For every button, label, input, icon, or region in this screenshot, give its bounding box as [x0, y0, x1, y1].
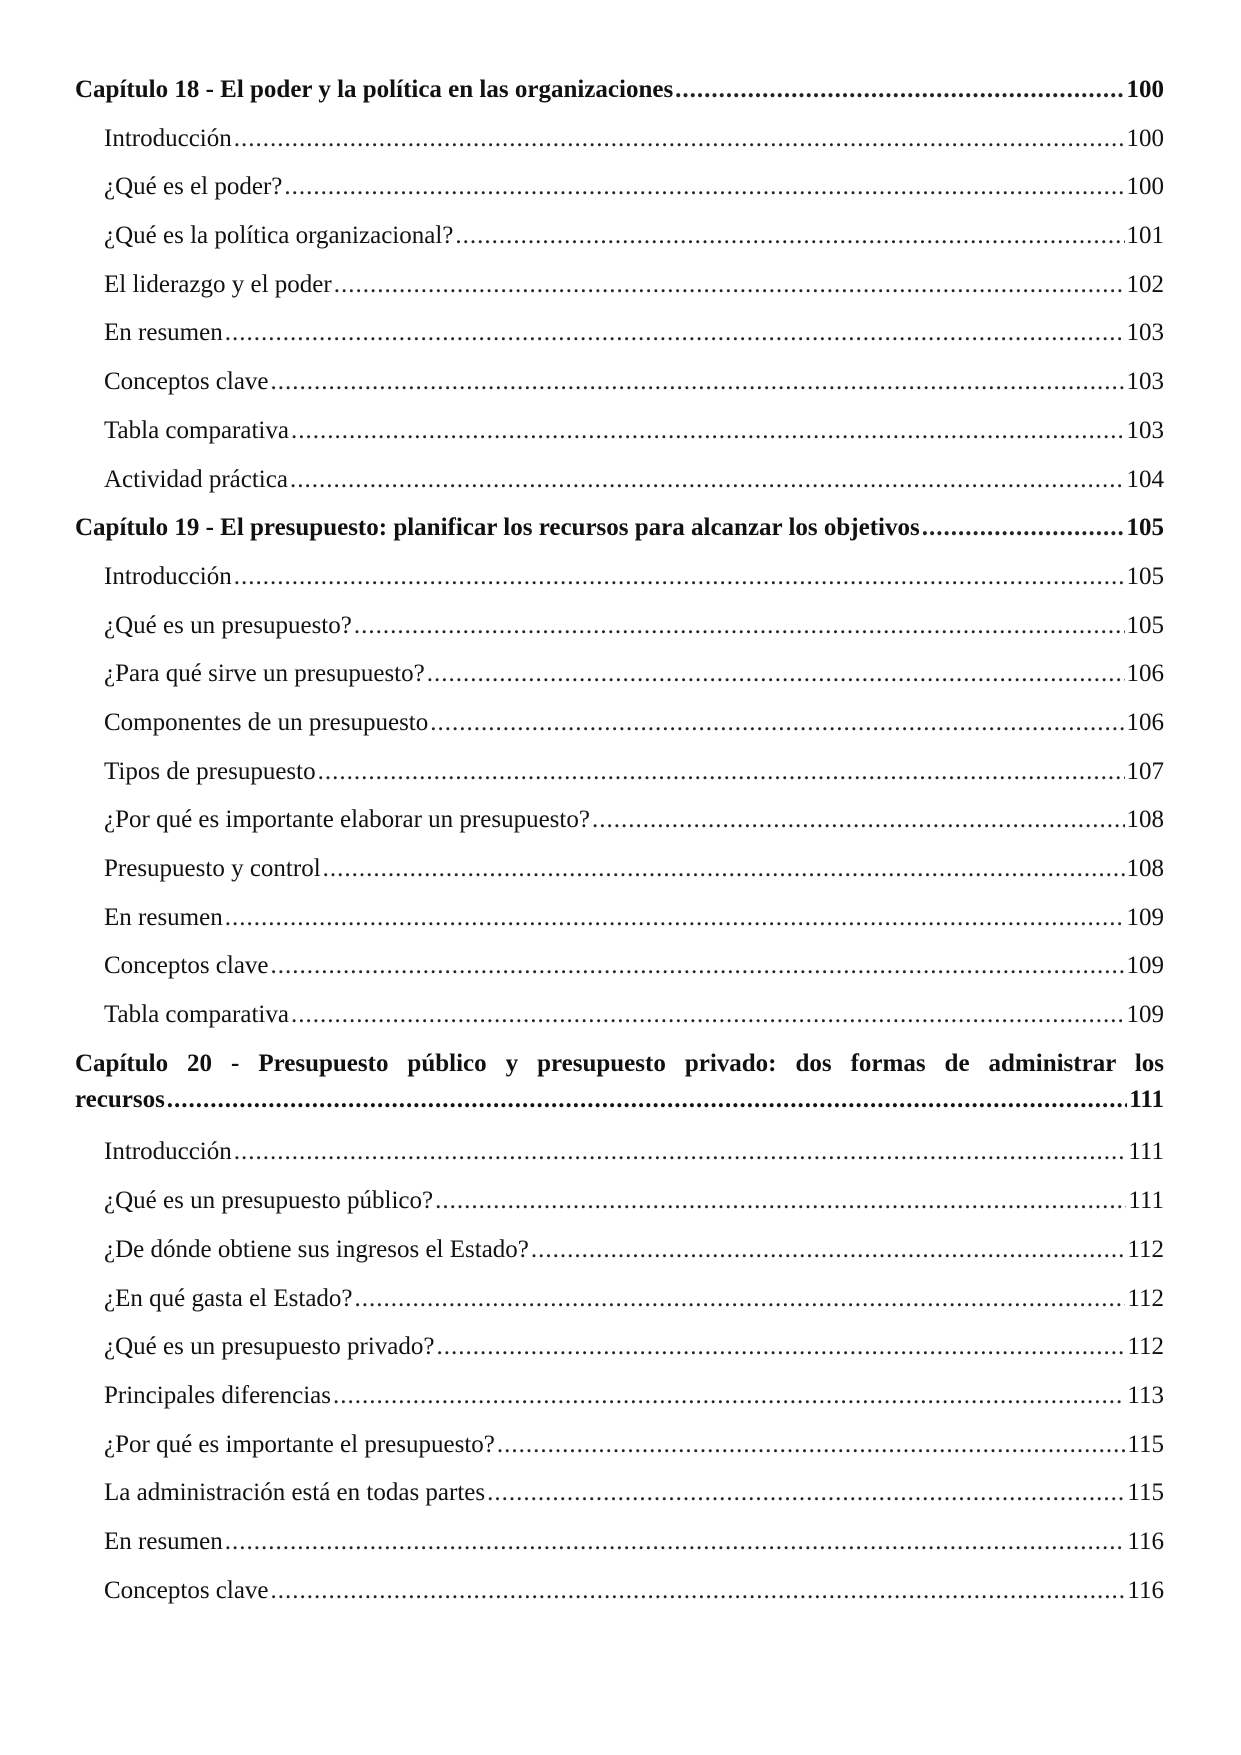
page-number: 103 [1126, 368, 1164, 396]
toc-chapter-18[interactable] [75, 66, 1164, 115]
section-title: ¿Para qué sirve un presupuesto? [104, 660, 425, 688]
page-number: 113 [1127, 1381, 1164, 1409]
dot-leader [271, 942, 1125, 991]
section-title: ¿Qué es un presupuesto privado? [104, 1333, 435, 1361]
dot-leader [354, 602, 1125, 651]
page-number: 105 [1126, 611, 1164, 639]
page-number: 103 [1126, 416, 1164, 444]
page-number: 111 [1128, 1138, 1164, 1166]
toc-chapter-20[interactable] [75, 1040, 1164, 1129]
dot-leader [271, 1567, 1126, 1616]
dot-leader [922, 504, 1125, 553]
page-number: 109 [1126, 952, 1164, 980]
page-number: 112 [1127, 1284, 1164, 1312]
dot-leader [333, 1372, 1125, 1421]
toc-section[interactable] [75, 1323, 1164, 1372]
toc-section[interactable] [75, 1226, 1164, 1275]
toc-section[interactable] [75, 650, 1164, 699]
page-number: 107 [1126, 757, 1164, 785]
toc-section[interactable] [75, 1469, 1164, 1518]
page-number: 100 [1126, 173, 1164, 201]
toc-section[interactable] [75, 553, 1164, 602]
toc-section[interactable] [75, 115, 1164, 164]
toc-section[interactable] [75, 1567, 1164, 1616]
page-number: 104 [1126, 465, 1164, 493]
chapter-title: Capítulo 19 - El presupuesto: planificar los recursos para alcanzar los objetivos [75, 514, 920, 542]
section-title: Principales diferencias [104, 1381, 331, 1409]
section-title: ¿Qué es un presupuesto público? [104, 1187, 434, 1215]
dot-leader [225, 309, 1125, 358]
page-number: 115 [1127, 1430, 1164, 1458]
dot-leader [487, 1469, 1125, 1518]
page-number: 116 [1127, 1576, 1164, 1604]
dot-leader [291, 407, 1125, 456]
dot-leader [323, 845, 1125, 894]
toc-section[interactable] [75, 699, 1164, 748]
page-number: 105 [1126, 562, 1164, 590]
page-number: 116 [1127, 1527, 1164, 1555]
section-title: Introducción [104, 124, 232, 152]
toc-section[interactable] [75, 456, 1164, 505]
section-title: ¿De dónde obtiene sus ingresos el Estado? [104, 1235, 529, 1263]
chapter-title-end: recursos [75, 1085, 165, 1113]
section-title: El liderazgo y el poder [104, 270, 332, 298]
toc-section[interactable] [75, 163, 1164, 212]
dot-leader [675, 66, 1124, 115]
page-number: 103 [1126, 319, 1164, 347]
section-title: La administración está en todas partes [104, 1479, 486, 1507]
toc-section[interactable] [75, 212, 1164, 261]
section-title: Componentes de un presupuesto [104, 708, 429, 736]
toc-section[interactable] [75, 261, 1164, 310]
page-number: 106 [1126, 708, 1164, 736]
section-title: Tipos de presupuesto [104, 757, 316, 785]
dot-leader [592, 796, 1125, 845]
table-of-contents [75, 66, 1164, 1615]
toc-section[interactable] [75, 845, 1164, 894]
chapter-title-continuation [75, 1080, 1164, 1129]
toc-section[interactable] [75, 942, 1164, 991]
toc-section[interactable] [75, 991, 1164, 1040]
section-title: Conceptos clave [104, 952, 269, 980]
page-number: 111 [1129, 1085, 1164, 1113]
dot-leader [284, 163, 1124, 212]
toc-section[interactable] [75, 407, 1164, 456]
dot-leader [455, 212, 1124, 261]
toc-section[interactable] [75, 1372, 1164, 1421]
section-title: Actividad práctica [104, 465, 288, 493]
dot-leader [436, 1323, 1125, 1372]
dot-leader [334, 261, 1125, 310]
section-title: Presupuesto y control [104, 855, 321, 882]
page-number: 109 [1126, 903, 1164, 931]
page-number: 108 [1126, 855, 1164, 882]
dot-leader [225, 894, 1125, 943]
dot-leader [271, 358, 1125, 407]
section-title: Introducción [104, 1138, 232, 1166]
section-title: ¿Por qué es importante elaborar un presupuesto? [104, 806, 590, 834]
section-title: En resumen [104, 1527, 223, 1555]
page-number: 115 [1127, 1479, 1164, 1507]
page-number: 100 [1126, 76, 1164, 103]
chapter-title: Capítulo 20 - Presupuesto público y presupuesto privado: dos formas de administrar los [75, 1049, 1164, 1077]
section-title: ¿Qué es la política organizacional? [104, 222, 454, 250]
dot-leader [497, 1421, 1126, 1470]
section-title: Introducción [104, 562, 232, 590]
dot-leader [225, 1518, 1126, 1567]
section-title: Tabla comparativa [104, 416, 289, 444]
page-number: 109 [1126, 1001, 1164, 1029]
dot-leader [291, 991, 1125, 1040]
page-number: 112 [1127, 1333, 1164, 1361]
chapter-title: Capítulo 18 - El poder y la política en las organizaciones [75, 76, 674, 103]
toc-section[interactable] [75, 894, 1164, 943]
dot-leader [318, 748, 1125, 797]
dot-leader [435, 1177, 1126, 1226]
dot-leader [427, 650, 1125, 699]
dot-leader [234, 1128, 1127, 1177]
toc-section[interactable] [75, 1518, 1164, 1567]
section-title: En resumen [104, 319, 223, 347]
dot-leader [167, 1080, 1127, 1120]
dot-leader [290, 456, 1125, 505]
toc-section[interactable] [75, 1128, 1164, 1177]
toc-section[interactable] [75, 602, 1164, 651]
toc-chapter-19[interactable] [75, 504, 1164, 553]
toc-section[interactable] [75, 1177, 1164, 1226]
section-title: ¿Qué es el poder? [104, 173, 283, 201]
page-number: 100 [1126, 124, 1164, 152]
dot-leader [430, 699, 1124, 748]
toc-section[interactable] [75, 1421, 1164, 1470]
section-title: Conceptos clave [104, 1576, 269, 1604]
dot-leader [234, 553, 1125, 602]
toc-section[interactable] [75, 358, 1164, 407]
toc-section[interactable] [75, 1275, 1164, 1324]
dot-leader [234, 115, 1125, 164]
toc-section[interactable] [75, 309, 1164, 358]
section-title: Tabla comparativa [104, 1001, 289, 1029]
toc-section[interactable] [75, 748, 1164, 797]
page-number: 101 [1126, 222, 1164, 250]
page-number: 106 [1126, 660, 1164, 688]
page-number: 111 [1128, 1187, 1164, 1215]
dot-leader [531, 1226, 1126, 1275]
toc-section[interactable] [75, 796, 1164, 845]
page-number: 112 [1127, 1235, 1164, 1263]
page-number: 108 [1126, 806, 1164, 834]
section-title: ¿Qué es un presupuesto? [104, 611, 352, 639]
page-number: 105 [1126, 514, 1164, 542]
dot-leader [355, 1275, 1126, 1324]
section-title: ¿En qué gasta el Estado? [104, 1284, 353, 1312]
section-title: Conceptos clave [104, 368, 269, 396]
page-number: 102 [1126, 270, 1164, 298]
section-title: ¿Por qué es importante el presupuesto? [104, 1430, 495, 1458]
section-title: En resumen [104, 903, 223, 931]
